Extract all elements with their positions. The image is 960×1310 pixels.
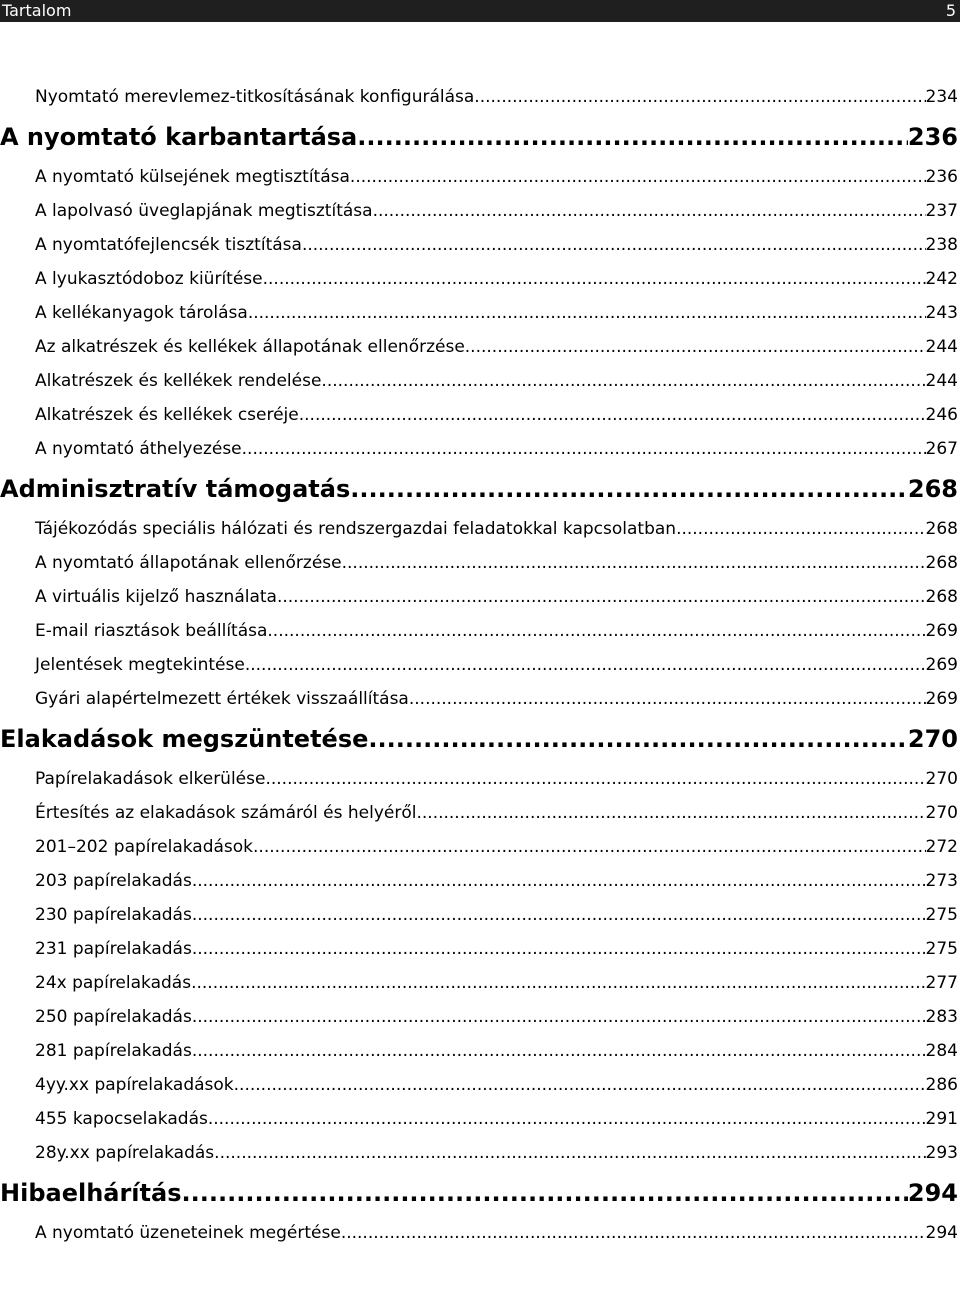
toc-entry-page-number: 268 [925,519,958,539]
toc-chapter-entry[interactable] [0,114,960,160]
toc-entry-label: 4yy.xx papírelakadások [35,1075,234,1095]
toc-dot-leader [242,432,926,466]
toc-entry-page-number: 244 [925,337,958,357]
toc-section-entry[interactable] [0,398,960,432]
toc-entry-label: 231 papírelakadás [35,939,192,959]
toc-dot-leader [214,1136,925,1170]
toc-section-entry[interactable] [0,1000,960,1034]
toc-dot-leader [342,546,926,580]
toc-dot-leader [368,716,908,762]
header-page-number: 5 [945,1,956,20]
toc-entry-label: A nyomtató üzeneteinek megértése [35,1223,341,1243]
toc-section-entry[interactable] [0,194,960,228]
toc-dot-leader [234,1068,926,1102]
toc-section-entry[interactable] [0,932,960,966]
toc-entry-page-number: 275 [925,905,958,925]
toc-dot-leader [182,1170,908,1216]
toc-entry-label: E-mail riasztások beállítása [35,621,268,641]
toc-entry-page-number: 242 [925,269,958,289]
toc-section-entry[interactable] [0,796,960,830]
toc-section-entry[interactable] [0,1102,960,1136]
toc-section-entry[interactable] [0,512,960,546]
toc-entry-label: Nyomtató merevlemez-titkosításának konfigurálása [35,87,475,107]
toc-dot-leader [192,864,926,898]
toc-entry-page-number: 269 [925,689,958,709]
toc-entry-label: 201–202 papírelakadások [35,837,254,857]
toc-entry-page-number: 269 [925,655,958,675]
toc-dot-leader [409,682,926,716]
toc-dot-leader [465,330,926,364]
toc-entry-page-number: 246 [925,405,958,425]
toc-dot-leader [302,228,926,262]
toc-dot-leader [192,1034,926,1068]
toc-entry-page-number: 291 [925,1109,958,1129]
toc-section-entry[interactable] [0,864,960,898]
toc-entry-label: 455 kapocselakadás [35,1109,208,1129]
toc-section-entry[interactable] [0,1216,960,1250]
toc-entry-label: 203 papírelakadás [35,871,192,891]
toc-entry-page-number: 270 [925,769,958,789]
toc-dot-leader [248,296,926,330]
toc-entry-page-number: 270 [907,725,958,753]
toc-dot-leader [350,160,926,194]
toc-section-entry[interactable] [0,648,960,682]
toc-section-entry[interactable] [0,296,960,330]
toc-entry-label: A nyomtató áthelyezése [35,439,242,459]
toc-entry-label: Hibaelhárítás [0,1179,182,1207]
toc-entry-label: Tájékozódás speciális hálózati és rendszergazdai feladatokkal kapcsolatban [35,519,677,539]
table-of-contents [0,80,960,1250]
toc-entry-label: A nyomtató külsejének megtisztítása [35,167,350,187]
toc-entry-page-number: 236 [907,123,958,151]
toc-dot-leader [373,194,926,228]
toc-chapter-entry[interactable] [0,466,960,512]
toc-section-entry[interactable] [0,80,960,114]
toc-dot-leader [676,512,925,546]
header-title: Tartalom [2,1,72,20]
toc-entry-page-number: 267 [925,439,958,459]
toc-entry-label: A nyomtató állapotának ellenőrzése [35,553,342,573]
toc-dot-leader [341,1216,926,1250]
toc-entry-page-number: 273 [925,871,958,891]
toc-dot-leader [192,1000,926,1034]
toc-entry-page-number: 268 [925,553,958,573]
toc-entry-label: Adminisztratív támogatás [0,475,351,503]
toc-dot-leader [321,364,925,398]
toc-section-entry[interactable] [0,898,960,932]
toc-entry-page-number: 277 [925,973,958,993]
toc-entry-label: A lyukasztódoboz kiürítése [35,269,263,289]
toc-entry-page-number: 236 [925,167,958,187]
toc-entry-page-number: 244 [925,371,958,391]
toc-dot-leader [267,614,925,648]
toc-entry-label: 28y.xx papírelakadás [35,1143,215,1163]
toc-section-entry[interactable] [0,330,960,364]
toc-entry-page-number: 294 [907,1179,958,1207]
page-header [0,0,960,22]
toc-entry-label: Jelentések megtekintése [35,655,245,675]
toc-entry-label: Elakadások megszüntetése [0,725,369,753]
toc-entry-label: A kellékanyagok tárolása [35,303,248,323]
toc-entry-label: A lapolvasó üveglapjának megtisztítása [35,201,373,221]
toc-section-entry[interactable] [0,432,960,466]
toc-section-entry[interactable] [0,364,960,398]
toc-dot-leader [265,762,925,796]
toc-entry-page-number: 294 [925,1223,958,1243]
toc-dot-leader [192,932,926,966]
toc-entry-label: Papírelakadások elkerülése [35,769,266,789]
toc-dot-leader [191,966,925,1000]
toc-entry-page-number: 293 [925,1143,958,1163]
toc-section-entry[interactable] [0,1136,960,1170]
toc-dot-leader [208,1102,926,1136]
toc-entry-page-number: 269 [925,621,958,641]
toc-entry-label: Az alkatrészek és kellékek állapotának ellenőrzése [35,337,465,357]
toc-entry-page-number: 272 [925,837,958,857]
toc-entry-page-number: 237 [925,201,958,221]
toc-section-entry[interactable] [0,1068,960,1102]
toc-section-entry[interactable] [0,614,960,648]
toc-section-entry[interactable] [0,228,960,262]
toc-dot-leader [263,262,926,296]
toc-dot-leader [357,114,908,160]
toc-dot-leader [192,898,926,932]
toc-entry-label: Gyári alapértelmezett értékek visszaállítása [35,689,409,709]
toc-entry-page-number: 268 [925,587,958,607]
toc-section-entry[interactable] [0,1034,960,1068]
toc-entry-label: Alkatrészek és kellékek rendelése [35,371,322,391]
toc-dot-leader [253,830,926,864]
toc-dot-leader [474,80,925,114]
toc-dot-leader [299,398,926,432]
toc-entry-label: 250 papírelakadás [35,1007,192,1027]
toc-entry-label: 230 papírelakadás [35,905,192,925]
toc-section-entry[interactable] [0,762,960,796]
toc-entry-label: A virtuális kijelző használata [35,587,277,607]
toc-entry-page-number: 284 [925,1041,958,1061]
toc-section-entry[interactable] [0,546,960,580]
toc-entry-label: 24x papírelakadás [35,973,192,993]
toc-entry-page-number: 270 [925,803,958,823]
toc-chapter-entry[interactable] [0,716,960,762]
toc-section-entry[interactable] [0,160,960,194]
toc-entry-page-number: 283 [925,1007,958,1027]
toc-section-entry[interactable] [0,262,960,296]
toc-entry-page-number: 238 [925,235,958,255]
toc-section-entry[interactable] [0,682,960,716]
toc-section-entry[interactable] [0,580,960,614]
toc-entry-page-number: 275 [925,939,958,959]
toc-section-entry[interactable] [0,830,960,864]
toc-entry-page-number: 268 [907,475,958,503]
toc-entry-label: A nyomtató karbantartása [0,123,358,151]
toc-chapter-entry[interactable] [0,1170,960,1216]
toc-dot-leader [277,580,926,614]
toc-entry-label: 281 papírelakadás [35,1041,192,1061]
toc-entry-label: A nyomtatófejlencsék tisztítása [35,235,302,255]
toc-entry-page-number: 286 [925,1075,958,1095]
toc-entry-page-number: 234 [925,87,958,107]
toc-dot-leader [416,796,925,830]
toc-entry-label: Alkatrészek és kellékek cseréje [35,405,299,425]
toc-entry-label: Értesítés az elakadások számáról és helyéről [35,803,417,823]
toc-dot-leader [350,466,908,512]
toc-dot-leader [245,648,926,682]
toc-entry-page-number: 243 [925,303,958,323]
toc-section-entry[interactable] [0,966,960,1000]
